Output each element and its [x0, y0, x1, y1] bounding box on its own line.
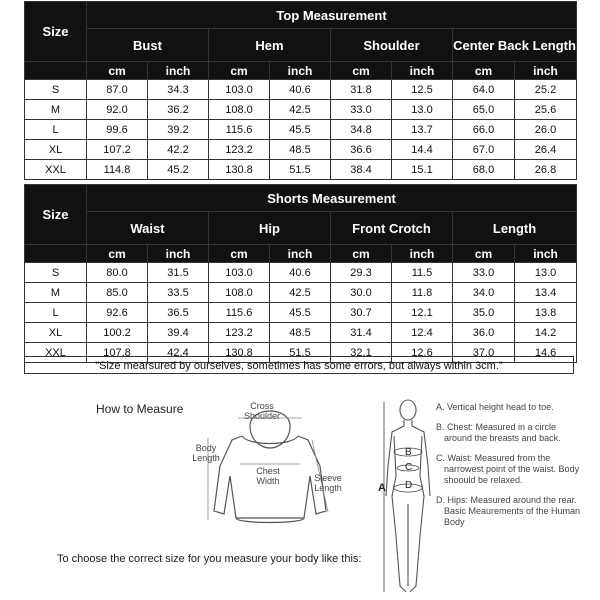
- unit-header: inch: [515, 62, 577, 80]
- table-cell: 12.1: [392, 303, 453, 323]
- figure-letter-a: A: [378, 482, 386, 494]
- size-cell: M: [25, 100, 87, 120]
- measurement-item: B. Chest: Measured in a circle around the breasts and back.: [436, 422, 561, 443]
- table-cell: 45.5: [270, 303, 331, 323]
- size-header-spacer: [25, 245, 87, 263]
- table-cell: 103.0: [209, 263, 270, 283]
- table-cell: 15.1: [392, 160, 453, 180]
- unit-header: inch: [148, 245, 209, 263]
- measurement-item: C. Waist: Measured from the narrowest point of the waist. Body shoould be relaxed.: [436, 453, 580, 485]
- unit-header: cm: [331, 62, 392, 80]
- body-length-label: Body Length: [192, 443, 220, 463]
- table-cell: 13.0: [392, 100, 453, 120]
- table-cell: 115.6: [209, 120, 270, 140]
- table-cell: 34.0: [453, 283, 515, 303]
- size-cell: XL: [25, 323, 87, 343]
- table-cell: 11.8: [392, 283, 453, 303]
- table-cell: 32.1: [331, 343, 392, 363]
- table-cell: 12.4: [392, 323, 453, 343]
- table-cell: 108.0: [209, 100, 270, 120]
- table-cell: 13.4: [515, 283, 577, 303]
- table-cell: 36.2: [148, 100, 209, 120]
- table-cell: 26.4: [515, 140, 577, 160]
- table-cell: 13.8: [515, 303, 577, 323]
- table-cell: 40.6: [270, 263, 331, 283]
- table-cell: 42.4: [148, 343, 209, 363]
- table-cell: 107.8: [87, 343, 148, 363]
- table-cell: 42.5: [270, 100, 331, 120]
- table-cell: 34.8: [331, 120, 392, 140]
- shorts-measurement-table: [24, 184, 577, 363]
- column-group-header: Hem: [209, 29, 331, 62]
- size-cell: XL: [25, 140, 87, 160]
- column-group-header: Length: [453, 212, 577, 245]
- size-header: Size: [25, 2, 87, 62]
- table-cell: 37.0: [453, 343, 515, 363]
- table-cell: 11.5: [392, 263, 453, 283]
- table-cell: 26.8: [515, 160, 577, 180]
- table-cell: 14.4: [392, 140, 453, 160]
- table-cell: 45.2: [148, 160, 209, 180]
- unit-header: cm: [209, 245, 270, 263]
- table-cell: 30.0: [331, 283, 392, 303]
- table-cell: 42.2: [148, 140, 209, 160]
- table-row: [25, 140, 577, 160]
- table-cell: 107.2: [87, 140, 148, 160]
- unit-header: cm: [87, 62, 148, 80]
- size-cell: L: [25, 303, 87, 323]
- table-cell: 29.3: [331, 263, 392, 283]
- table-cell: 51.5: [270, 343, 331, 363]
- unit-header: inch: [270, 62, 331, 80]
- table-row: [25, 100, 577, 120]
- table-cell: 92.6: [87, 303, 148, 323]
- size-header: Size: [25, 185, 87, 245]
- figure-letter-d: D: [405, 480, 413, 491]
- table-cell: 66.0: [453, 120, 515, 140]
- measurement-instructions: [436, 402, 586, 537]
- table-cell: 85.0: [87, 283, 148, 303]
- table-cell: 48.5: [270, 323, 331, 343]
- table-cell: 33.0: [331, 100, 392, 120]
- table-cell: 115.6: [209, 303, 270, 323]
- table-cell: 25.2: [515, 80, 577, 100]
- unit-header: cm: [209, 62, 270, 80]
- table-cell: 68.0: [453, 160, 515, 180]
- sleeve-length-label: Sleeve Length: [314, 473, 342, 493]
- table-row: [25, 263, 577, 283]
- how-to-measure-title: How to Measure: [96, 402, 184, 416]
- size-cell: M: [25, 283, 87, 303]
- table-cell: 80.0: [87, 263, 148, 283]
- table-row: [25, 283, 577, 303]
- table-cell: 48.5: [270, 140, 331, 160]
- size-cell: XXL: [25, 160, 87, 180]
- table-cell: 33.5: [148, 283, 209, 303]
- unit-header: inch: [148, 62, 209, 80]
- table-row: [25, 120, 577, 140]
- figure-letter-b: B: [405, 447, 412, 458]
- cross-shoulder-label: Cross Shoulder: [243, 401, 281, 421]
- table-cell: 13.7: [392, 120, 453, 140]
- table-cell: 51.5: [270, 160, 331, 180]
- table-cell: 114.8: [87, 160, 148, 180]
- table-cell: 33.0: [453, 263, 515, 283]
- table-row: [25, 80, 577, 100]
- column-group-header: Front Crotch: [331, 212, 453, 245]
- size-header-spacer: [25, 62, 87, 80]
- column-group-header: Hip: [209, 212, 331, 245]
- figure-letter-c: C: [405, 462, 413, 473]
- column-group-header: Center Back Length: [453, 29, 577, 62]
- table-cell: 31.8: [331, 80, 392, 100]
- table-cell: 42.5: [270, 283, 331, 303]
- table-cell: 38.4: [331, 160, 392, 180]
- table-cell: 26.0: [515, 120, 577, 140]
- size-cell: S: [25, 80, 87, 100]
- unit-header: inch: [515, 245, 577, 263]
- table-cell: 12.5: [392, 80, 453, 100]
- table-cell: 130.8: [209, 160, 270, 180]
- table-cell: 25.6: [515, 100, 577, 120]
- table-row: [25, 303, 577, 323]
- table-row: [25, 323, 577, 343]
- table-cell: 130.8: [209, 343, 270, 363]
- table-cell: 31.4: [331, 323, 392, 343]
- column-group-header: Bust: [87, 29, 209, 62]
- table-title: Shorts Measurement: [87, 185, 577, 212]
- size-cell: L: [25, 120, 87, 140]
- column-group-header: Shoulder: [331, 29, 453, 62]
- table-cell: 92.0: [87, 100, 148, 120]
- table-cell: 123.2: [209, 140, 270, 160]
- table-cell: 67.0: [453, 140, 515, 160]
- table-cell: 108.0: [209, 283, 270, 303]
- table-title: Top Measurement: [87, 2, 577, 29]
- table-cell: 39.2: [148, 120, 209, 140]
- table-cell: 45.5: [270, 120, 331, 140]
- top-measurement-table: [24, 1, 577, 180]
- measurement-disclaimer: "Size mearsured by ourselves, sometimes has some errors, but always within 3cm.": [24, 356, 574, 374]
- table-cell: 64.0: [453, 80, 515, 100]
- size-cell: S: [25, 263, 87, 283]
- table-cell: 36.6: [331, 140, 392, 160]
- unit-header: cm: [87, 245, 148, 263]
- table-cell: 39.4: [148, 323, 209, 343]
- table-cell: 35.0: [453, 303, 515, 323]
- table-cell: 87.0: [87, 80, 148, 100]
- table-cell: 65.0: [453, 100, 515, 120]
- table-row: [25, 160, 577, 180]
- unit-header: cm: [453, 62, 515, 80]
- table-cell: 103.0: [209, 80, 270, 100]
- unit-header: inch: [392, 245, 453, 263]
- measurement-item: D. Hips: Measured around the rear. Basic Meaurements of the Human Body: [436, 495, 581, 527]
- table-cell: 123.2: [209, 323, 270, 343]
- measurement-item: A. Vertical height head to toe.: [436, 402, 554, 412]
- chest-width-label: Chest Width: [256, 466, 280, 486]
- table-cell: 13.0: [515, 263, 577, 283]
- table-cell: 36.5: [148, 303, 209, 323]
- table-cell: 36.0: [453, 323, 515, 343]
- unit-header: cm: [331, 245, 392, 263]
- unit-header: inch: [392, 62, 453, 80]
- table-cell: 34.3: [148, 80, 209, 100]
- table-cell: 100.2: [87, 323, 148, 343]
- table-cell: 99.6: [87, 120, 148, 140]
- unit-header: inch: [270, 245, 331, 263]
- table-cell: 30.7: [331, 303, 392, 323]
- table-cell: 40.6: [270, 80, 331, 100]
- table-cell: 14.2: [515, 323, 577, 343]
- size-cell: XXL: [25, 343, 87, 363]
- table-cell: 14.6: [515, 343, 577, 363]
- body-figure: [378, 396, 436, 600]
- table-cell: 12.6: [392, 343, 453, 363]
- table-cell: 31.5: [148, 263, 209, 283]
- instruction-text: To choose the correct size for you measure your body like this:: [57, 553, 362, 565]
- unit-header: cm: [453, 245, 515, 263]
- column-group-header: Waist: [87, 212, 209, 245]
